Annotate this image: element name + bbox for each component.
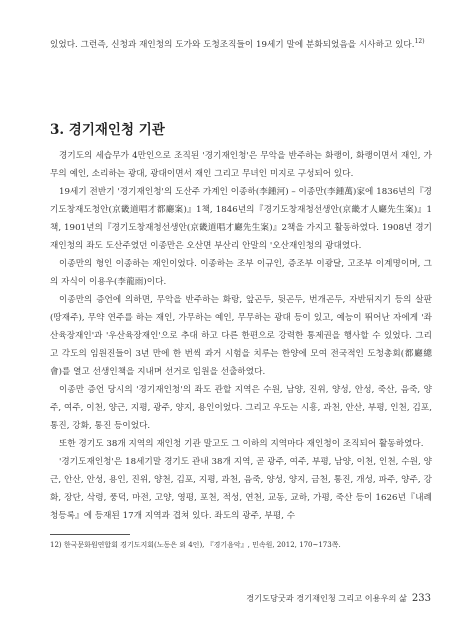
body-paragraph-5: 이종만 증언 당시의 '경기재인청'의 좌도 관할 지역은 수원, 남양, 진위, 양성, 안성, 죽산, 음죽, 양주, 여주, 이천, 양근, 지평, 광주, 양지, 용인이었다. 그리고 우도는 시흥, 과천, 안산, 부평, 인천, 김포, 통진, 강화, 통진 등이었다. [50, 385, 432, 431]
body-paragraph-4: 이종만의 증언에 의하면, 무악을 반주하는 화랑, 앞곤두, 뒷곤두, 번개곤두, 자반뒤지기 등의 살판(땅재주), 무약 연주를 하는 재인, 가무하는 예인, 무무하는 광대 등이 있고, 예능이 뛰어난 자에게 '좌산육장재인'과 '우산육장재인'으로 추대 하고 다른 한편으로 강력한 통제권을 행사할 수 있었다. 그리고 각도의 임원진들이 3년 만에 한 번씩 과거 시험을 치루는 한양에 모여 전국적인 도청총회(都廳總會)를 열고 선생인책을 지내며 선거로 임원을 선출하였다. [50, 295, 432, 377]
body-paragraph-6: 또한 경기도 38개 지역의 재인청 기관 말고도 그 이하의 지역마다 재인청이 조직되어 활동하였다. [59, 439, 424, 449]
intro-text: 있었다. 그런즉, 신청과 재인청의 도가와 도청조직들이 19세기 말에 분화되었음을 시사하고 있다. [50, 40, 415, 50]
footnote-divider [50, 534, 130, 535]
page-number: 233 [411, 593, 431, 604]
body-paragraph-2: 19세기 전반기 '경기재인청'의 도산주 가계인 이종하(李鍾河) – 이종만(李鍾萬)家에 1836년의『경기도창재도청안(京畿道唱才都廳案)』1책, 1846년의『경기도창재청선생안(京畿才人廳先生案)』1책, 1901년의『경기도창재청선생안(京畿道唱才廳先生案)』2책을 가지고 활동하였다. 1908년 경기재인청의 좌도 도산주였던 이종만은 오산면 부산리 안말의 '오산재인청의 광대였다. [50, 187, 432, 251]
footnote-text: 12) 한국문화원연합회 경기도지회(노동은 외 4인), 『경기음악』, 민속원, 2012, 170~173쪽. [50, 541, 341, 549]
section-heading: 3. 경기재인청 기관 [50, 122, 165, 138]
intro-paragraph [50, 36, 432, 55]
running-footer-title: 경기도당굿과 경기재인청 그리고 이용우의 삶 [246, 593, 407, 603]
running-footer [246, 593, 431, 604]
body-paragraph-1: 경기도의 세습무가 4만인으로 조직된 '경기재인청'은 무악을 반주하는 화랭이, 화랭이면서 재인, 가무의 예인, 소리하는 광대, 광대이면서 재인 그리고 무녀인 미지로 구성되어 있다. [50, 151, 432, 179]
footnote-reference: 12) [414, 38, 425, 46]
body-paragraph-3: 이종만의 형인 이종하는 재인이었다. 이종하는 조부 이규인, 증조부 이광달, 고조부 이계명이며, 그의 자식이 이용우(李龍雨)이다. [50, 259, 432, 287]
body-paragraph-7: '경기도재인청'은 18세기말 경기도 관내 38개 지역, 곧 광주, 여주, 부평, 남양, 이천, 인천, 수원, 양근, 안산, 안성, 용인, 진위, 양천, 김포, 지평, 과천, 음죽, 양성, 양지, 금천, 통진, 개성, 파주, 양주, 강화, 장단, 삭령, 풍덕, 마전, 고양, 영평, 포천, 적성, 연천, 교동, 교하, 가평, 죽산 등이 1626년『내례청등록』에 등재된 17개 지역과 겹쳐 있다. 좌도의 광주, 부평, 수 [50, 457, 432, 521]
